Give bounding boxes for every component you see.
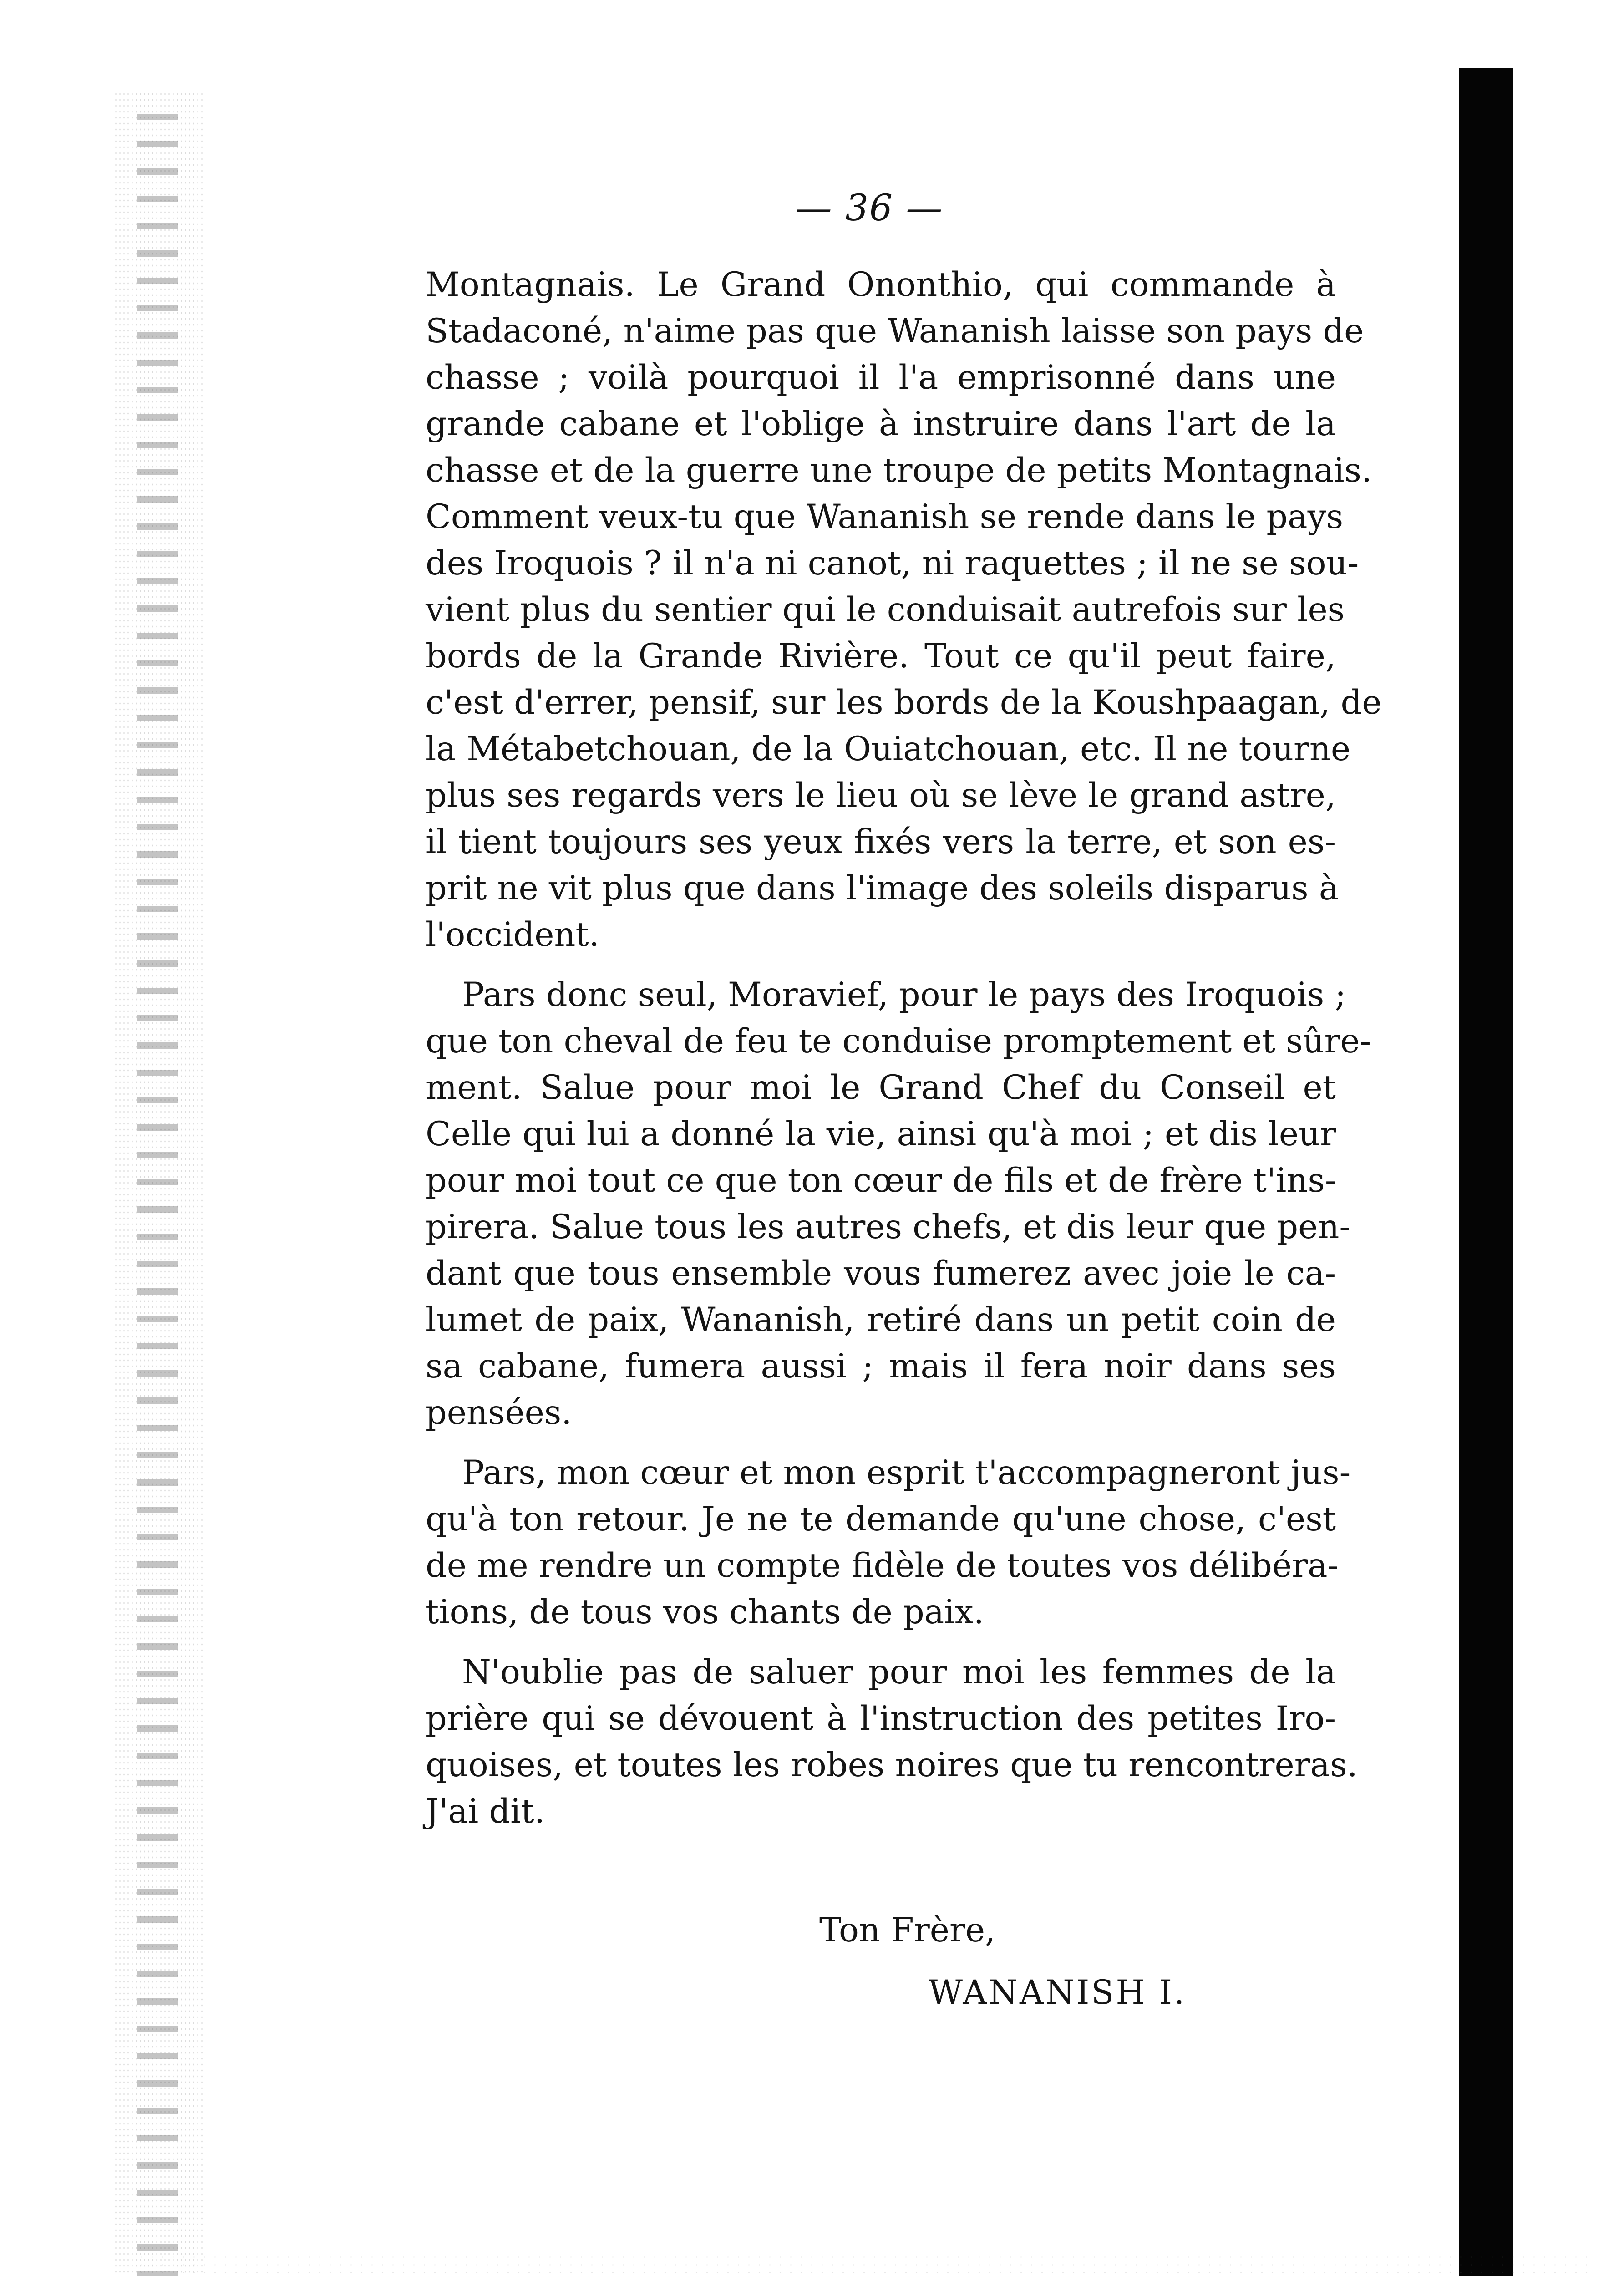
text-line: de me rendre un compte fidèle de toutes vos délibéra- [426,1546,1339,1585]
closing-salutation: Ton Frère, [819,1911,996,1950]
text-line: chasse et de la guerre une troupe de petits Montagnais. [426,451,1372,490]
scan-binding-shadow [137,114,178,2276]
scan-page-edge-shadow [1459,68,1513,2276]
text-line: sa cabane, fumera aussi ; mais il fera noir dans ses [426,1347,1336,1386]
text-line: ment. Salue pour moi le Grand Chef du Conseil et [426,1068,1336,1107]
paragraph [426,1649,1358,1835]
text-line: J'ai dit. [426,1792,545,1831]
text-line: chasse ; voilà pourquoi il l'a emprisonné dans une [426,358,1336,397]
text-line: vient plus du sentier qui le conduisait autrefois sur les [426,590,1345,629]
text-line: tions, de tous vos chants de paix. [426,1593,985,1631]
text-line: l'occident. [426,915,599,954]
text-line: pensées. [426,1393,572,1432]
text-line: plus ses regards vers le lieu où se lève le grand astre, [426,776,1336,815]
paragraph [426,1450,1351,1636]
text-line: Comment veux-tu que Wananish se rende dans le pays [426,498,1344,536]
text-line: quoises, et toutes les robes noires que tu rencontreras. [426,1746,1358,1784]
text-line: pour moi tout ce que ton cœur de fils et de frère t'ins- [426,1161,1336,1200]
text-line: pirera. Salue tous les autres chefs, et dis leur que pen- [426,1208,1351,1246]
text-line: dant que tous ensemble vous fumerez avec joie le ca- [426,1254,1336,1293]
text-line: Montagnais. Le Grand Ononthio, qui commande à [426,265,1336,304]
text-line: que ton cheval de feu te conduise promptement et sûre- [426,1022,1371,1061]
text-line: il tient toujours ses yeux fixés vers la terre, et son es- [426,823,1336,861]
text-line: prière qui se dévouent à l'instruction des petites Iro- [426,1699,1336,1738]
body-text [426,262,1382,1835]
scan-bottom-speckle [137,2253,1593,2276]
text-line: grande cabane et l'oblige à instruire dans l'art de la [426,405,1336,443]
paragraph [426,972,1371,1436]
text-line: Pars donc seul, Moravief, pour le pays des Iroquois ; [462,975,1346,1014]
text-line: Pars, mon cœur et mon esprit t'accompagneront jus- [462,1453,1351,1492]
text-line: c'est d'errer, pensif, sur les bords de la Koushpaagan, de [426,683,1382,722]
text-line: des Iroquois ? il n'a ni canot, ni raquettes ; il ne se sou- [426,544,1359,583]
text-line: lumet de paix, Wananish, retiré dans un petit coin de [426,1301,1336,1339]
text-line: bords de la Grande Rivière. Tout ce qu'il peut faire, [426,637,1336,676]
text-line: la Métabetchouan, de la Ouiatchouan, etc. Il ne tourne [426,730,1351,768]
signature: WANANISH I. [929,1973,1187,2012]
text-line: Stadaconé, n'aime pas que Wananish laisse son pays de [426,312,1364,351]
paragraph [426,262,1382,958]
text-line: qu'à ton retour. Je ne te demande qu'une chose, c'est [426,1500,1336,1539]
page-number: — 36 — [795,187,944,229]
text-line: N'oublie pas de saluer pour moi les femmes de la [462,1653,1336,1692]
text-line: Celle qui lui a donné la vie, ainsi qu'à moi ; et dis leur [426,1115,1336,1153]
text-line: prit ne vit plus que dans l'image des soleils disparus à [426,869,1339,908]
